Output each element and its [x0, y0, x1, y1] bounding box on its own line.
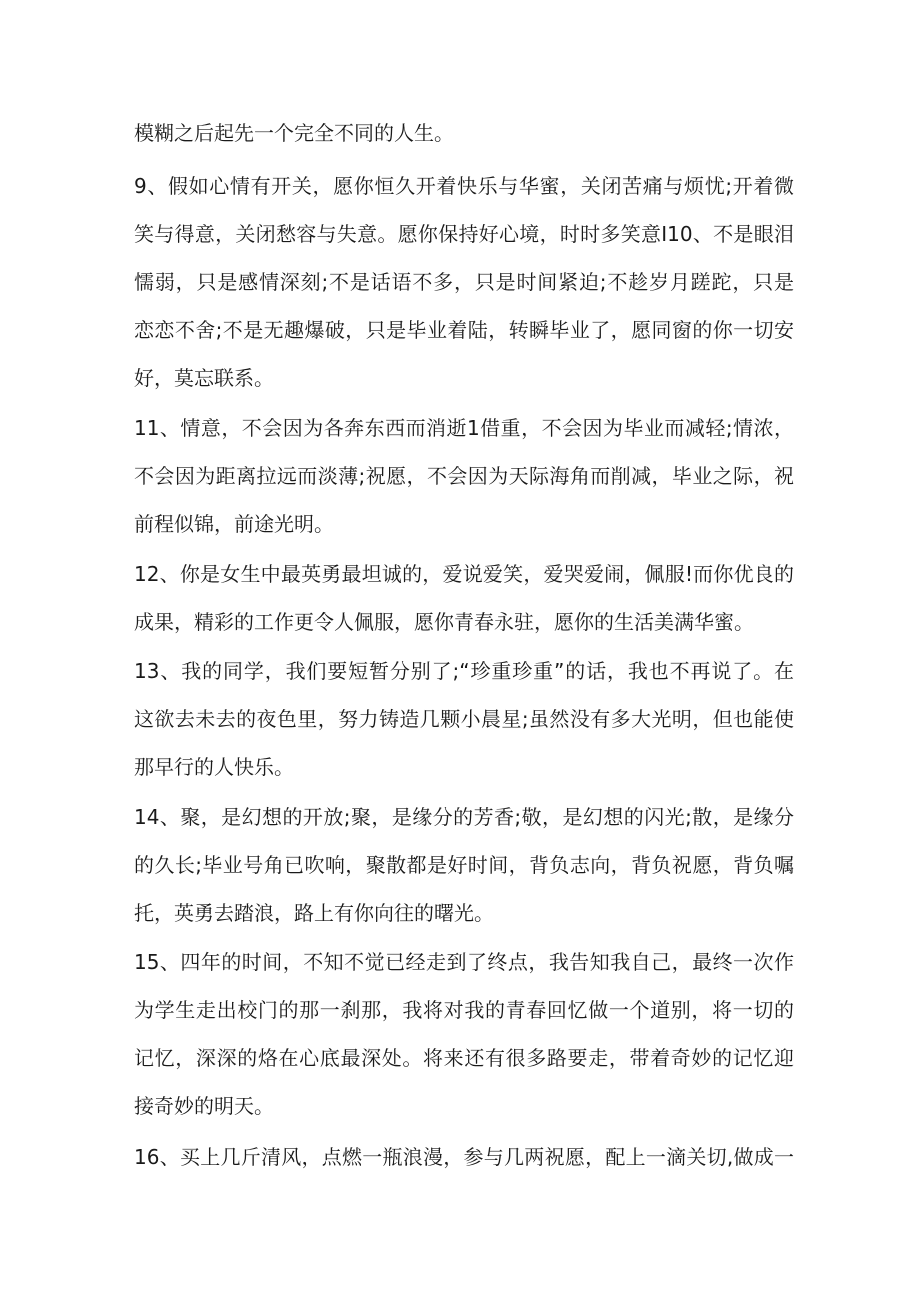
- text-line: 这欲去未去的夜色里，努力铸造几颗小晨星;虽然没有多大光明，但也能使: [134, 707, 794, 731]
- text-line: 不会因为距离拉远而淡薄;祝愿，不会因为天际海角而削减，毕业之际，祝: [134, 464, 794, 488]
- text-line: 笑与得意，关闭愁容与失意。愿你保持好心境，时时多笑意I10、不是眼泪: [134, 222, 794, 246]
- text-line: 前程似锦，前途光明。: [134, 512, 334, 536]
- text-line: 13、我的同学，我们要短暂分别了;“珍重珍重”的话，我也不再说了。在: [134, 659, 794, 683]
- text-line: 成果，精彩的工作更令人佩服，愿你青春永驻，愿你的生活美满华蜜。: [134, 610, 754, 634]
- text-line: 模糊之后起先一个完全不同的人生。: [134, 121, 454, 145]
- text-line: 为学生走出校门的那一刹那，我将对我的青春回忆做一个道别，将一切的: [134, 998, 794, 1022]
- text-line: 记忆，深深的烙在心底最深处。将来还有很多路要走，带着奇妙的记忆迎: [134, 1046, 794, 1070]
- text-line: 14、聚，是幻想的开放;聚，是缘分的芳香;敬，是幻想的闪光;散，是缘分: [134, 805, 794, 829]
- text-line: 11、情意，不会因为各奔东西而消逝1借重，不会因为毕业而减轻;情浓，: [134, 416, 794, 440]
- text-line: 恋恋不舍;不是无趣爆破，只是毕业着陆，转瞬毕业了，愿同窗的你一切安: [134, 318, 794, 342]
- text-line: 12、你是女生中最英勇最坦诚的，爱说爱笑，爱哭爱闹，佩服!而你优良的: [134, 562, 794, 586]
- text-line: 16、买上几斤清风，点燃一瓶浪漫，参与几两祝愿，配上一滴关切,做成一: [134, 1145, 794, 1169]
- text-line: 接奇妙的明天。: [134, 1094, 274, 1118]
- text-line: 好，莫忘联系。: [134, 366, 274, 390]
- text-line: 的久长;毕业号角已吹响，聚散都是好时间，背负志向，背负祝愿，背负嘱: [134, 853, 794, 877]
- text-line: 那早行的人快乐。: [134, 755, 294, 779]
- text-line: 懦弱，只是感情深刻;不是话语不多，只是时间紧迫;不趁岁月蹉跎，只是: [134, 270, 794, 294]
- text-line: 托，英勇去踏浪，路上有你向往的曙光。: [134, 901, 494, 925]
- text-line: 9、假如心情有开关，愿你恒久开着快乐与华蜜，关闭苦痛与烦忧;开着微: [134, 174, 794, 198]
- text-line: 15、四年的时间，不知不觉已经走到了终点，我告知我自己，最终一次作: [134, 950, 794, 974]
